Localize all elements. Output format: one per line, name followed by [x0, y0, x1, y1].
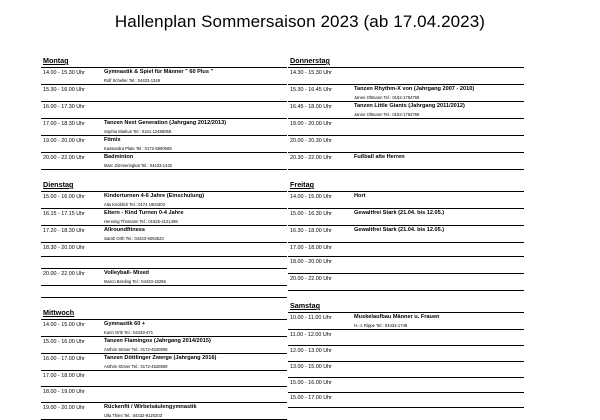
table-row: [41, 243, 287, 257]
table-row: [288, 274, 524, 291]
activity-name: Tanzen Döttlinger Zwerge (Jahrgang 2016): [104, 355, 217, 361]
table-row: [288, 136, 524, 153]
time-slot: 19.00 - 20.00 Uhr: [43, 138, 85, 144]
contact-info: Sarah Orth Tel.: 04433-9393623: [104, 235, 164, 241]
table-row: [41, 387, 287, 403]
time-slot: 20.00 - 22.00 Uhr: [43, 155, 85, 161]
table-row: [288, 119, 524, 136]
table-row: [41, 136, 287, 153]
activity-name: Gewaltfrei Stark (21.04. bis 12.05.): [354, 210, 445, 216]
time-slot: 10.00 - 11.00 Uhr: [290, 315, 332, 321]
contact-info: Marc Zimmeringkat Tel.: 04433-1432: [104, 162, 173, 168]
table-row: [288, 209, 524, 226]
time-slot: 14.00 - 15.30 Uhr: [43, 70, 85, 76]
table-row: [288, 102, 524, 119]
contact-info: Janne Oltmann Tel.: 0162-1754768: [354, 111, 420, 117]
time-slot: 16.00 - 17.00 Uhr: [43, 356, 85, 362]
time-slot: 15.00 - 17.00 Uhr: [290, 395, 332, 401]
table-row: [41, 209, 287, 226]
activity-name: Gymnastik 60 +: [104, 321, 146, 327]
time-slot: 19.00 - 20.00 Uhr: [43, 405, 85, 411]
table-row: [41, 68, 287, 85]
table-row: [288, 243, 524, 257]
activity-name: Muskelaufbau Männer u. Frauen: [354, 314, 440, 320]
time-slot: 18.30 - 20.00 Uhr: [43, 245, 85, 251]
table-row: [288, 378, 524, 393]
day-header-thursday: Donnerstag: [288, 54, 524, 68]
table-row: [288, 346, 524, 362]
table-row: [288, 362, 524, 378]
table-row: [41, 257, 287, 269]
time-slot: 20.00 - 20.30 Uhr: [290, 138, 332, 144]
activity-name: Gymnastik & Spiel für Männer " 60 Plus ": [104, 69, 214, 75]
schedule-left-column: [41, 54, 287, 420]
table-row: [288, 330, 524, 346]
contact-info: Alia Knoblich Tel.: 0174 1904303: [104, 201, 165, 207]
table-row: [288, 257, 524, 274]
table-row: [41, 371, 287, 387]
table-row: [288, 313, 524, 330]
time-slot: 15.30 - 16.45 Uhr: [290, 87, 332, 93]
activity-name: Kinderturnen 4-6 Jahre (Einschulung): [104, 193, 205, 199]
contact-info: Janne Oltmann Tel.: 0162-1754768: [354, 94, 420, 100]
table-row: [41, 119, 287, 136]
contact-info: Rolf Scheller Tel.: 04433-1349: [104, 77, 161, 83]
table-row: [288, 192, 524, 209]
table-row: [41, 286, 287, 298]
table-row: [288, 85, 524, 102]
contact-info: Karin Orth Tel.: 04433-471: [104, 329, 154, 335]
table-row: [41, 269, 287, 286]
time-slot: 15.00 - 16.00 Uhr: [290, 380, 332, 386]
table-row: [288, 226, 524, 243]
contact-info: Kassandra Plate Tel.: 0172-5690569: [104, 145, 172, 151]
time-slot: 17.00 - 18.30 Uhr: [43, 121, 85, 127]
contact-info: H.-J. Rippe Tel.: 04432-1748: [354, 322, 408, 328]
activity-name: Badminton: [104, 154, 134, 160]
time-slot: 14.00 - 15.00 Uhr: [43, 322, 85, 328]
time-slot: 12.00 - 13.00 Uhr: [290, 348, 332, 354]
time-slot: 13.00 - 15.00 Uhr: [290, 364, 332, 370]
time-slot: 18.00 - 20.00 Uhr: [290, 121, 332, 127]
contact-info: Henning Themann Tel.: 01525-4121498: [104, 218, 178, 224]
day-header-tuesday: Dienstag: [41, 178, 287, 192]
time-slot: 14.30 - 15.30 Uhr: [290, 70, 332, 76]
day-header-friday: Freitag: [288, 178, 524, 192]
contact-info: Sophia Markus Tel.: 0151-12496056: [104, 128, 172, 134]
day-header-monday: Montag: [41, 54, 287, 68]
activity-name: Tanzen Flamingos (Jahrgang 2014/2015): [104, 338, 211, 344]
time-slot: 14.00 - 15.00 Uhr: [290, 194, 332, 200]
table-row: [41, 320, 287, 337]
time-slot: 18.00 - 20.00 Uhr: [290, 259, 332, 265]
table-row: [41, 403, 287, 420]
contact-info: Anthrin Stöver Tel.: 0172-4520809: [104, 346, 168, 352]
table-row: [41, 192, 287, 209]
table-row: [41, 337, 287, 354]
table-row: [41, 354, 287, 371]
schedule-right-column: [288, 54, 524, 408]
time-slot: 15.00 - 16.00 Uhr: [43, 194, 85, 200]
table-row: [41, 85, 287, 102]
table-row: [41, 226, 287, 243]
activity-name: Eltern - Kind Turnen 0-4 Jahre: [104, 210, 184, 216]
time-slot: 20.30 - 22.00 Uhr: [290, 155, 332, 161]
activity-name: Gewaltfrei Stark (21.04. bis 12.05.): [354, 227, 445, 233]
day-header-wednesday: Mittwoch: [41, 306, 287, 320]
time-slot: 15.00 - 16.30 Uhr: [290, 211, 332, 217]
table-row: [288, 68, 524, 85]
time-slot: 15.30 - 16.00 Uhr: [43, 87, 85, 93]
time-slot: 20.00 - 22.00 Uhr: [43, 271, 85, 277]
activity-name: Fußball alte Herren: [354, 154, 405, 160]
contact-info: Ulla Thien Tel.: 04432-9120203: [104, 412, 163, 418]
table-row: [288, 153, 524, 170]
time-slot: 16.45 - 18.00 Uhr: [290, 104, 332, 110]
time-slot: 15.00 - 16.00 Uhr: [43, 339, 85, 345]
activity-name: Allroundfitness: [104, 227, 146, 233]
contact-info: Anthrin Stöver Tel.: 0172-4520809: [104, 363, 168, 369]
time-slot: 17.00 - 18.00 Uhr: [290, 245, 332, 251]
time-slot: 18.00 - 19.00 Uhr: [43, 389, 85, 395]
activity-name: Fitmix: [104, 137, 121, 143]
page-title: Hallenplan Sommersaison 2023 (ab 17.04.2023): [114, 12, 486, 31]
contact-info: Marco Berding Tel.: 04433-18265: [104, 278, 166, 284]
time-slot: 16.30 - 18.00 Uhr: [290, 228, 332, 234]
time-slot: 20.00 - 22.00 Uhr: [290, 276, 332, 282]
time-slot: 17.00 - 18.00 Uhr: [43, 373, 85, 379]
time-slot: 16.15 - 17.15 Uhr: [43, 211, 85, 217]
day-header-saturday: Samstag: [288, 299, 524, 313]
activity-name: Tanzen Rhythm-X von (Jahrgang 2007 - 2010): [354, 86, 475, 92]
activity-name: Volleyball- Mixed: [104, 270, 149, 276]
table-row: [41, 153, 287, 170]
time-slot: 11.00 - 12.00 Uhr: [290, 332, 332, 338]
activity-name: Rückenfit / Wirbelsäulengymnastik: [104, 404, 197, 410]
table-row: [288, 393, 524, 408]
time-slot: 17.20 - 18.30 Uhr: [43, 228, 85, 234]
activity-name: Tanzen Next Generation (Jahrgang 2012/2013): [104, 120, 227, 126]
time-slot: 16.00 - 17.30 Uhr: [43, 104, 85, 110]
activity-name: Hort: [354, 193, 366, 199]
table-row: [41, 102, 287, 119]
activity-name: Tanzen Little Giants (Jahrgang 2011/2012): [354, 103, 465, 109]
